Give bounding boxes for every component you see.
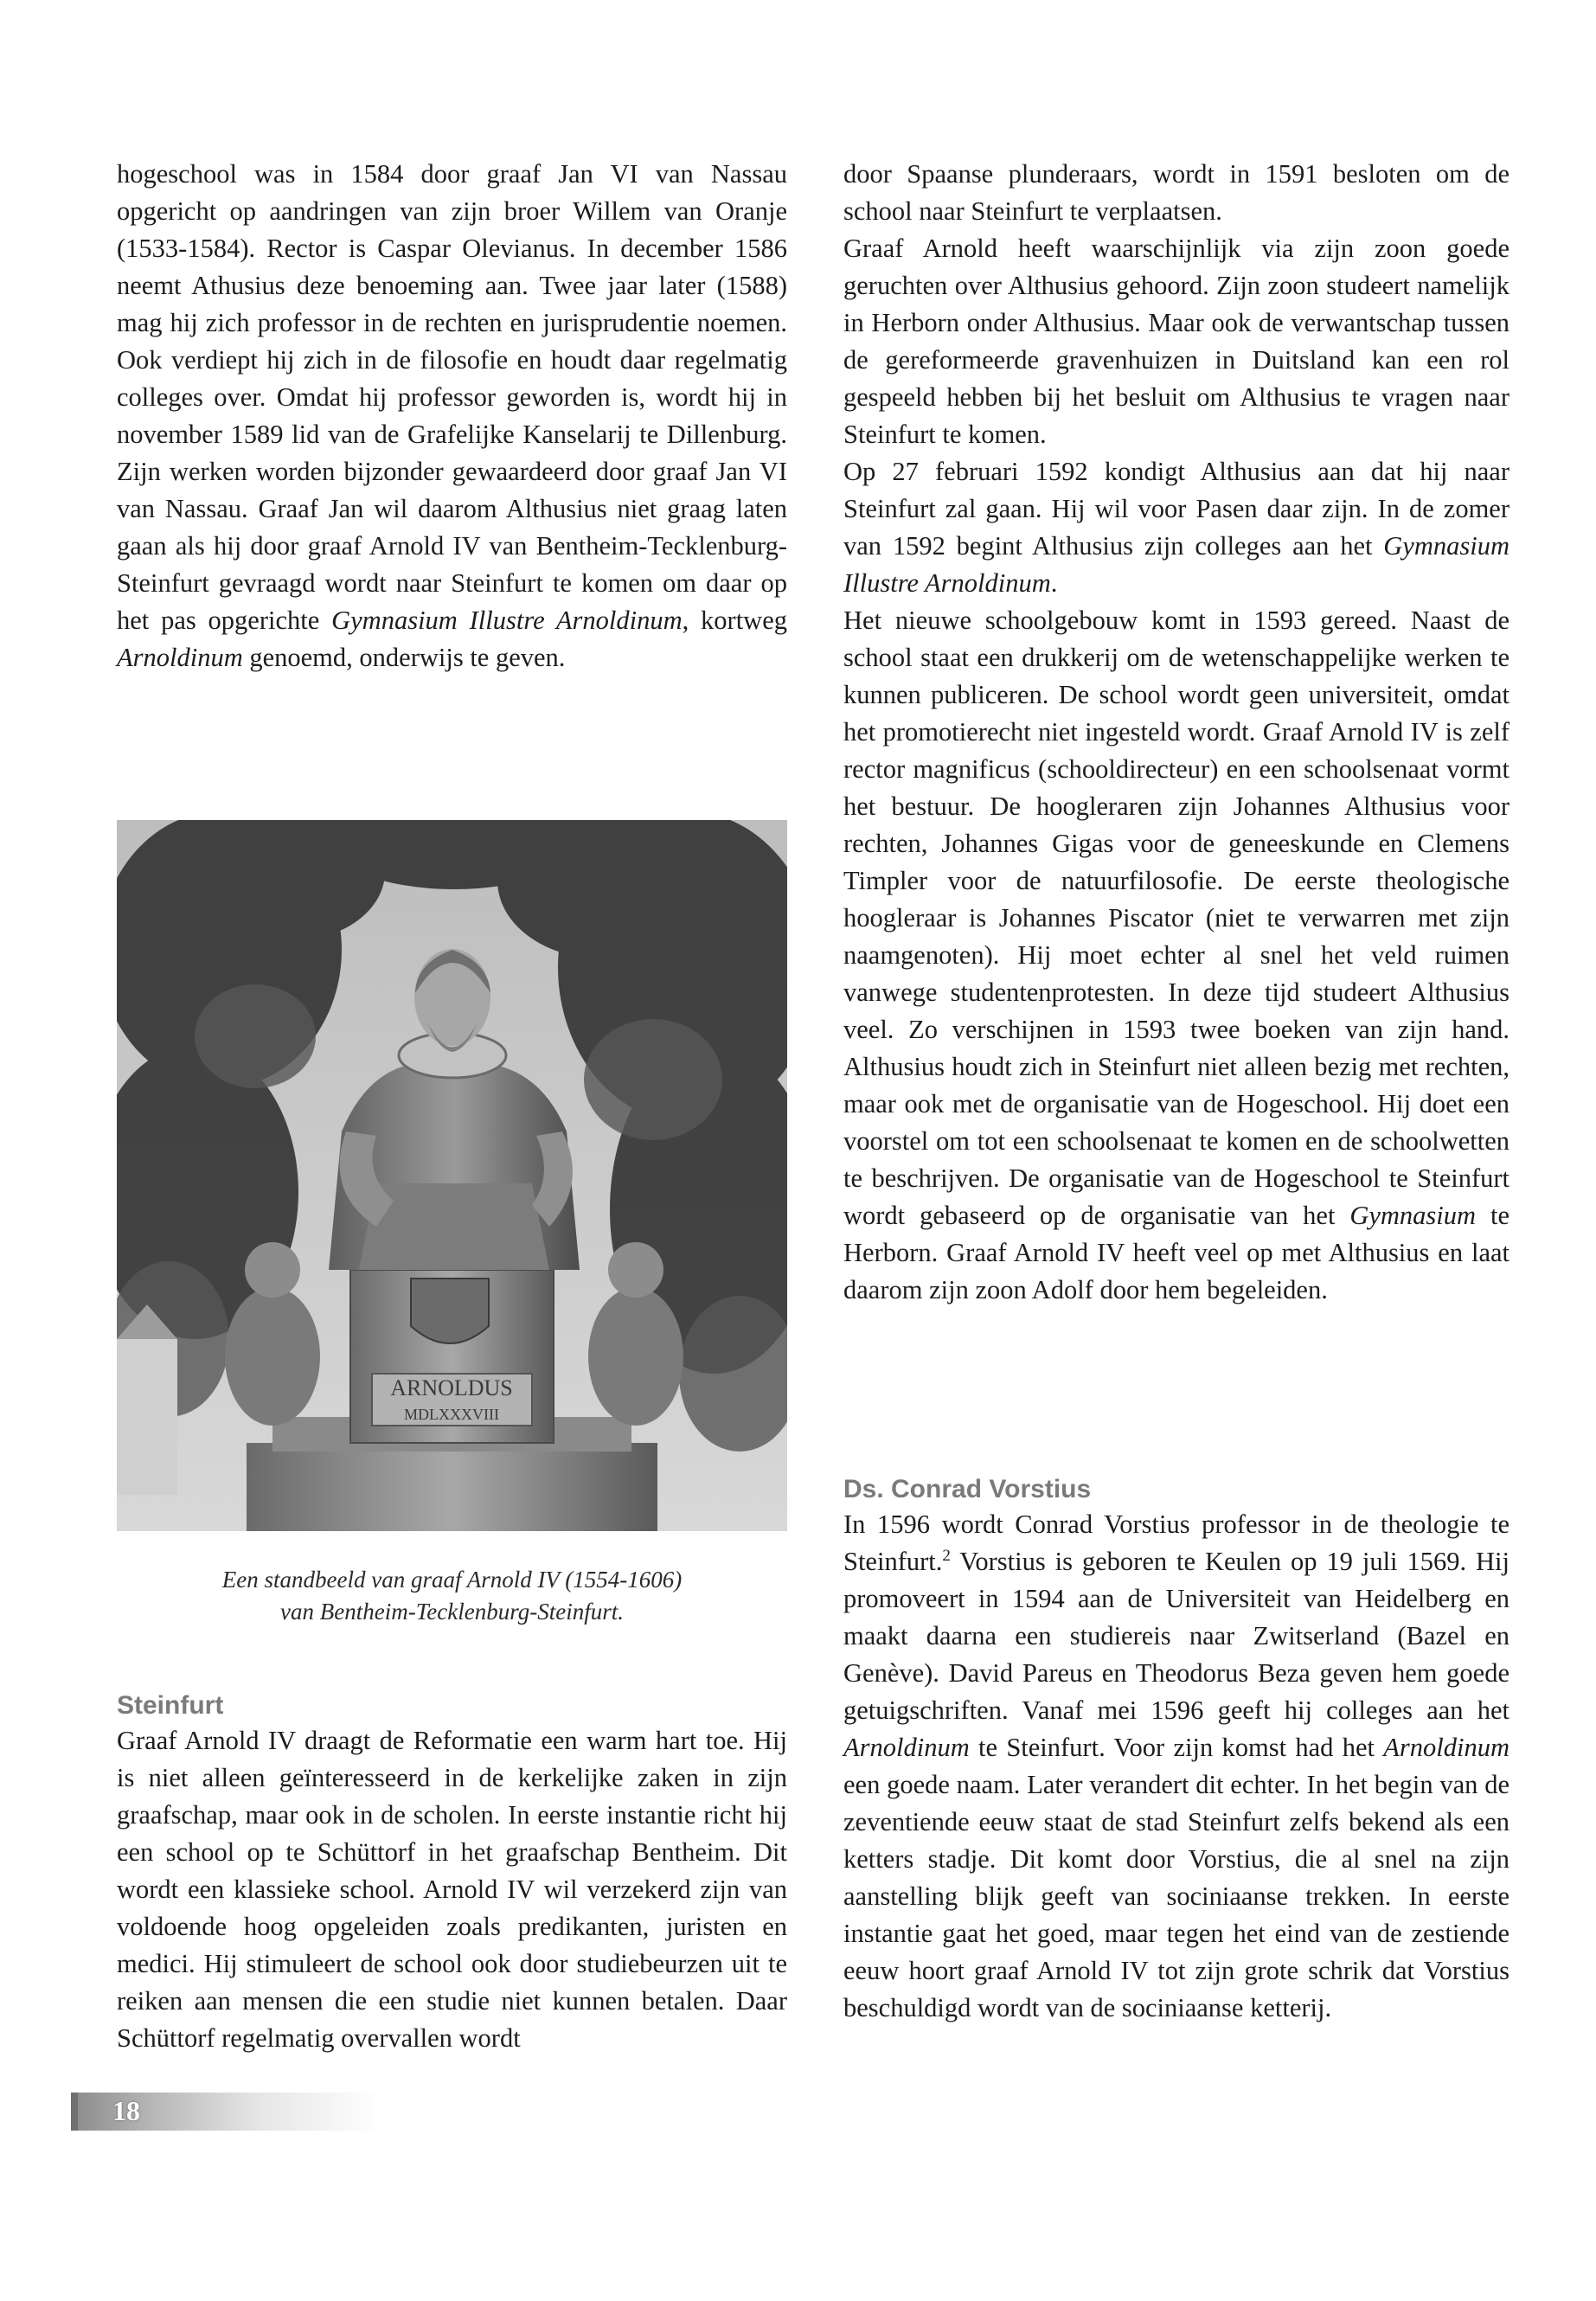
page-number: 18 bbox=[112, 2095, 140, 2126]
text-run-italic: Arnoldinum bbox=[843, 1733, 970, 1762]
left-intro-paragraph bbox=[117, 156, 787, 676]
statue-date: MDLXXXVIII bbox=[404, 1406, 499, 1423]
text-run: In 1596 wordt Conrad Vorstius professor in de theologie te Steinfurt. bbox=[843, 1509, 1509, 1576]
text-run: genoemd, onderwijs te geven. bbox=[242, 643, 566, 672]
text-run-italic: Gymnasium Illustre Arnoldinum bbox=[331, 606, 683, 635]
text-run: , kortweg bbox=[682, 606, 787, 635]
text-run-italic: Gymnasium bbox=[1349, 1201, 1477, 1230]
paragraph: Graaf Arnold heeft waarschijnlijk via zijn zoon goede geruchten over Althusius gehoord. Zijn zoon studeert namelijk in Herborn onder Althusius. Maar ook de verwantschap tussen de gereformeerde gravenhuizen in Duitsland kan een rol gespeeld hebben bij het besluit om Althusius te vragen naar Steinfurt te komen. bbox=[843, 234, 1509, 449]
vorstius-paragraph bbox=[843, 1506, 1509, 2027]
statue-image bbox=[117, 820, 787, 1531]
caption-line: van Bentheim-Tecklenburg-Steinfurt. bbox=[280, 1599, 624, 1625]
text-run-italic: Gymnasium Illustre Arnoldinum bbox=[843, 531, 1509, 598]
statue-inscription: ARNOLDUS bbox=[390, 1375, 513, 1400]
text-run: te Steinfurt. Voor zijn komst had het bbox=[969, 1733, 1384, 1762]
page-number-tab-edge bbox=[71, 2093, 78, 2131]
text-run: Het nieuwe schoolgebouw komt in 1593 gereed. Naast de school staat een drukkerij om de wetenschappelijke werken te kunnen publiceren. De school wordt geen universiteit, omdat het promotierecht niet ingesteld wordt. Graaf Arnold IV is zelf rector magnificus (schooldirecteur) en een schoolsenaat vormt het bestuur. De hoogleraren zijn Johannes Althusius voor rechten, Johannes Gigas voor de geneeskunde en Clemens Timpler voor de natuurfilosofie. De eerste theologische hoogleraar is Johannes Piscator (niet te verwarren met zijn naamgenoten). Hij moet echter al snel het veld ruimen vanwege studentenprotesten. In deze tijd studeert Althusius veel. Zo verschijnen in 1593 twee boeken van zijn hand. Althusius houdt zich in Steinfurt niet alleen bezig met rechten, maar ook met de organisatie van de Hogeschool. Hij doet een voorstel om tot een schoolsenaat te komen en de schoolwetten te beschrijven. De organisatie van de Hogeschool te Steinfurt wordt gebaseerd op de organisatie van het bbox=[843, 606, 1509, 1230]
paragraph: door Spaanse plunderaars, wordt in 1591 besloten om de school naar Steinfurt te verplaatsen. bbox=[843, 159, 1509, 226]
text-run-italic: Arnoldinum bbox=[117, 643, 243, 672]
text-run: Vorstius is geboren te Keulen op 19 juli 1569. Hij promoveert in 1594 aan de Universiteit van Heidelberg en maakt daarna een studiereis naar Zwitserland (Bazel en Genève). David Pareus en Theodorus Beza geven hem goede getuigschriften. Vanaf mei 1596 geeft hij colleges aan het bbox=[843, 1547, 1509, 1725]
text-run: te Herborn. Graaf Arnold IV heeft veel op met Althusius en laat daarom zijn zoon Adolf door hem begeleiden. bbox=[843, 1201, 1509, 1304]
text-run: hogeschool was in 1584 door graaf Jan VI van Nassau opgericht op aandringen van zijn broer Willem van Oranje (1533-1584). Rector is Caspar Olevianus. In december 1586 neemt Athusius deze benoeming aan. Twee jaar later (1588) mag hij zich professor in de rechten en jurisprudentie noemen. Ook verdiept hij zich in de filosofie en houdt daar regelmatig colleges over. Omdat hij professor geworden is, wordt hij in november 1589 lid van de Grafelijke Kanselarij te Dillenburg. Zijn werken worden bijzonder gewaardeerd door graaf Jan VI van Nassau. Graaf Jan wil daarom Althusius niet graag laten gaan als hij door graaf Arnold IV van Bentheim-Tecklenburg-Steinfurt gevraagd wordt naar Steinfurt te komen om daar op het pas opgerichte bbox=[117, 159, 787, 635]
left-column bbox=[117, 156, 787, 676]
steinfurt-paragraph: Graaf Arnold IV draagt de Reformatie een warm hart toe. Hij is niet alleen geïnteresseerd in de kerkelijke zaken in zijn graafschap, maar ook in de scholen. In eerste instantie richt hij een school op te Schüttorf in het graafschap Bentheim. Dit wordt een klassieke school. Arnold IV wil verzekerd zijn van voldoende hoog opgeleiden zoals predikanten, juristen en medici. Hij stimuleert de school ook door studiebeurzen uit te reiken aan mensen die een studie niet kunnen betalen. Daar Schüttorf regelmatig overvallen wordt bbox=[117, 1726, 787, 2053]
right-column bbox=[843, 156, 1509, 1309]
section-heading: Ds. Conrad Vorstius bbox=[843, 1475, 1092, 1503]
paragraph bbox=[843, 453, 1509, 602]
section-vorstius bbox=[843, 1473, 1509, 2027]
section-heading: Steinfurt bbox=[117, 1691, 224, 1720]
section-steinfurt bbox=[117, 1689, 787, 2057]
figure-caption bbox=[117, 1564, 787, 1628]
caption-line: Een standbeeld van graaf Arnold IV (1554-1606) bbox=[221, 1567, 683, 1593]
text-run: een goede naam. Later verandert dit echter. In het begin van de zeventiende eeuw staat de stad Steinfurt zelfs bekend als een ketters stadje. Dit komt door Vorstius, die al snel na zijn aanstelling blijk geeft van sociniaanse trekken. In eerste instantie gaat het goed, maar tegen het eind van de zestiende eeuw hoort graaf Arnold IV tot zijn grote schrik dat Vorstius beschuldigd wordt van de sociniaanse ketterij. bbox=[843, 1770, 1509, 2022]
paragraph bbox=[843, 602, 1509, 1309]
footnote-ref[interactable]: 2 bbox=[942, 1546, 951, 1565]
text-run-italic: Arnoldinum bbox=[1383, 1733, 1509, 1762]
text-run: Op 27 februari 1592 kondigt Althusius aan dat hij naar Steinfurt zal gaan. Hij wil voor Pasen daar zijn. In de zomer van 1592 begint Althusius zijn colleges aan het bbox=[843, 457, 1509, 561]
statue-photo bbox=[117, 820, 787, 1531]
text-run: . bbox=[1050, 568, 1058, 598]
